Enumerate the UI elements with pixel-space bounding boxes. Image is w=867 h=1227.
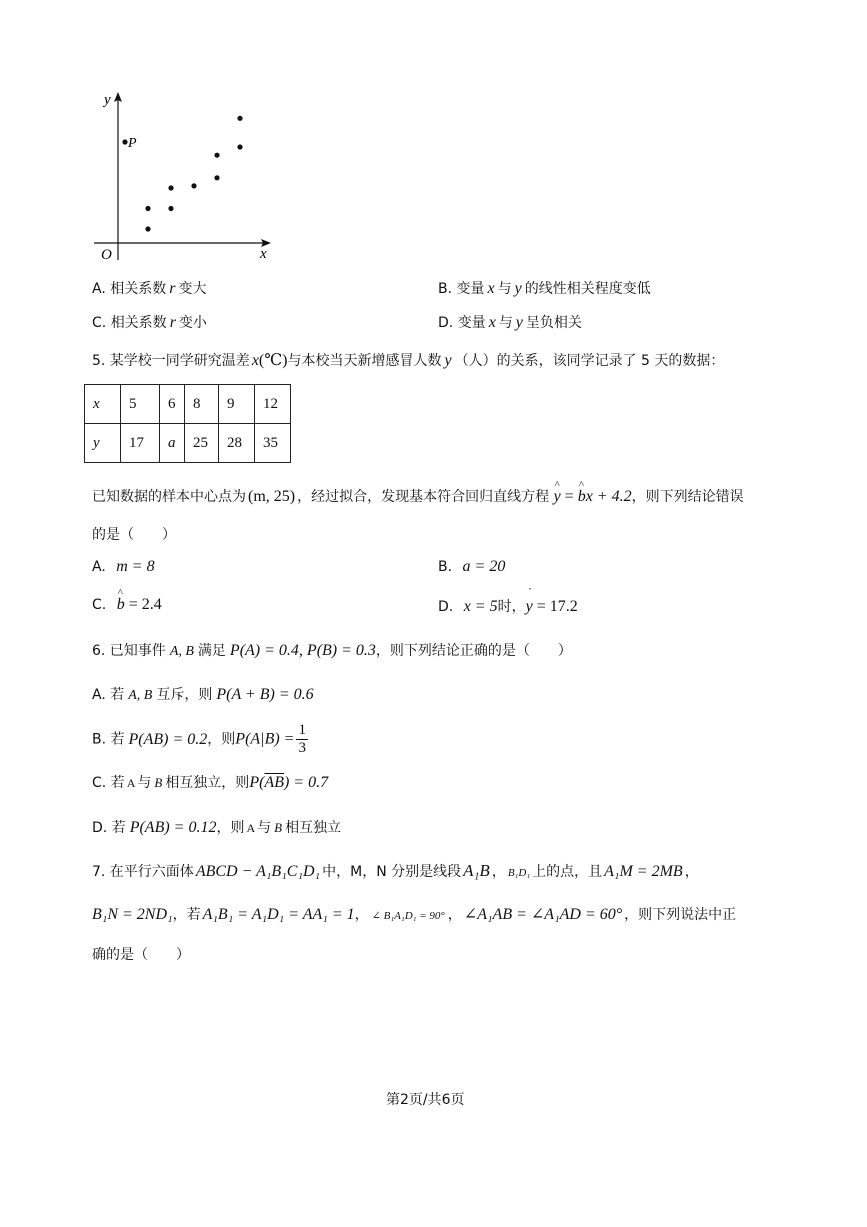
q4-option-a: A. 相关系数 r 变大 [92,280,207,297]
table-cell: 9 [219,385,255,424]
q5-data-table [84,384,291,463]
table-cell: 6 [160,385,185,424]
scatter-plot [90,88,280,268]
q6-option-a: A. 若 A, B 互斥，则 P(A + B) = 0.6 [92,686,314,703]
q5-question: 的是（ ） [92,527,176,543]
fraction: $\frac{1}{3}$ [298,722,306,756]
q5-option-a: A. m = 8 [92,558,155,575]
scatter-point [214,175,219,180]
table-cell: 17 [121,424,160,463]
q4-option-c: C. 相关系数 r 变小 [92,314,207,331]
q6-option-b: B. 若 P(AB) = 0.2，则P(A|B) = $\frac{1}{3}$ [92,722,306,756]
q7-line1: 7. 在平行六面体 ABCD − A₁B₁C₁D₁ 中，M，N 分别是线段 A₁B ， B₁D₁ 上的点，且 A₁M = 2MB ， [92,861,699,880]
table-cell: 35 [255,424,291,463]
scatter-point [237,144,242,149]
table-cell: 5 [121,385,160,424]
table-cell: 8 [185,385,219,424]
x-axis-label: x [260,246,267,262]
q5-stem: 5. 某学校一同学研究温差 x(℃)与本校当天新增感冒人数 y （人）的关系，该同学记录了 5 天的数据： [92,352,725,369]
point-p [122,139,127,144]
q6-stem: 6. 已知事件 A, B 满足 P(A) = 0.4, P(B) = 0.3，则下列结论正确的是（ ） [92,642,572,659]
table-row [85,424,291,463]
table-cell: 12 [255,385,291,424]
table-cell: a [160,424,185,463]
q5-option-c: C. ^ b = 2.4 [92,596,162,614]
regression-equation: ^ y = ^ bx + 4.2 [554,488,632,505]
q6-option-c: C. 若 A 与 B 相互独立，则$P(\overline{AB}) = 0.7$ [92,774,329,791]
table-cell: 25 [185,424,219,463]
q5-condition: 已知数据的样本中心点为 (m, 25) ，经过拟合，发现基本符合回归直线方程 ^ y = ^ bx + 4.2，则下列结论错误 [92,486,744,506]
table-cell: y [85,424,121,463]
q7-line3: 确的是（ ） [92,947,190,963]
scatter-point [145,226,150,231]
q4-option-d: D. 变量 x 与 y 呈负相关 [438,314,582,331]
q5-option-b: B. a = 20 [438,558,506,575]
q5-option-d: D. x = 5时，˙ y = 17.2 [438,596,578,616]
q6-option-d: D. 若 P(AB) = 0.12，则 A 与 B 相互独立 [92,819,342,836]
scatter-point [214,153,219,158]
page-number: 第2页/共6页 [386,1092,465,1108]
origin-label: O [101,247,112,263]
scatter-point [168,206,173,211]
scatter-point [237,116,242,121]
scatter-points [122,116,242,232]
table-row [85,385,291,424]
scatter-point [168,185,173,190]
q4-option-b: B. 变量 x 与 y 的线性相关程度变低 [438,280,651,297]
y-axis-label: y [104,92,111,108]
table-cell: 28 [219,424,255,463]
point-p-label: P [128,136,137,151]
scatter-point [145,206,150,211]
table-cell: x [85,385,121,424]
q7-line2: B₁N = 2ND₁，若 A₁B₁ = A₁D₁ = AA₁ = 1， ∠ B₁A₁D₁ = 90° ， ∠A₁AB = ∠A₁AD = 60° ，则下列说法中正 [92,906,737,923]
scatter-point [191,183,196,188]
